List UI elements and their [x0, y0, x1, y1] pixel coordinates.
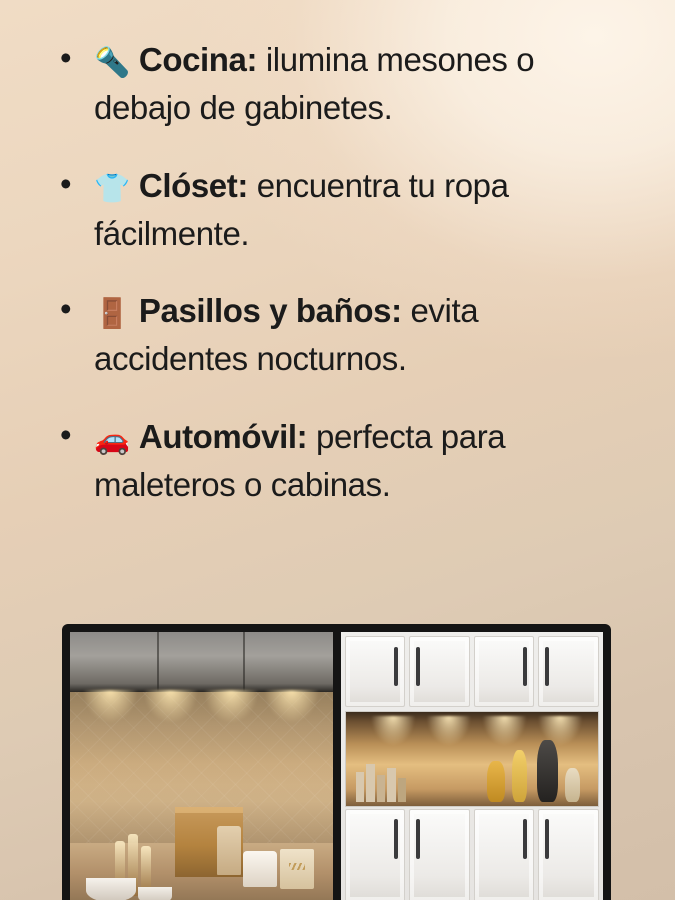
car-emoji: 🚗	[94, 423, 131, 456]
under-cabinet-light-glow	[75, 690, 327, 783]
white-bowl	[138, 887, 172, 900]
door-handle	[394, 647, 398, 686]
vase	[537, 740, 557, 801]
upper-cabinet-doors	[341, 632, 604, 711]
cabinet-door	[474, 636, 535, 707]
benefit-label: Pasillos y baños:	[138, 292, 402, 329]
benefit-label: Clóset:	[138, 166, 248, 204]
list-item	[60, 413, 629, 510]
vase	[512, 750, 527, 802]
photo-pane-kitchen	[70, 632, 333, 900]
open-shelf	[345, 711, 600, 806]
cabinet-door	[538, 636, 599, 707]
door-handle	[394, 819, 398, 859]
paper-bag	[280, 849, 314, 889]
benefit-label: Automóvil:	[138, 417, 308, 455]
door-handle	[416, 819, 420, 859]
lower-cabinet-doors	[341, 805, 604, 900]
list-item	[60, 287, 629, 384]
photo-pane-cabinet	[341, 632, 604, 900]
benefit-text: perfecta para maleteros o cabinas.	[94, 417, 506, 503]
bag-logo	[289, 863, 305, 870]
cutting-board	[217, 826, 241, 874]
benefit-label: Cocina:	[138, 41, 258, 78]
benefit-text: evita accidentes nocturnos.	[94, 292, 479, 378]
door-emoji: 🚪	[94, 298, 131, 330]
list-item	[60, 36, 629, 133]
cabinet-door	[409, 809, 470, 900]
cabinet-seam	[157, 632, 159, 692]
books	[356, 759, 407, 802]
cabinet-door	[474, 809, 535, 900]
benefit-text: encuentra tu ropa fácilmente.	[94, 166, 509, 252]
cabinet-door	[345, 636, 406, 707]
cabinet-seam	[243, 632, 245, 692]
door-handle	[523, 819, 527, 859]
cabinet-door	[409, 636, 470, 707]
vase	[565, 768, 580, 802]
vase	[487, 761, 505, 802]
benefit-text: ilumina mesones o debajo de gabinetes.	[94, 41, 535, 127]
white-jug	[243, 851, 277, 887]
kitchen-scene	[70, 632, 333, 900]
door-handle	[545, 819, 549, 859]
door-handle	[523, 647, 527, 686]
cabinet-door	[345, 809, 406, 900]
counter-items	[70, 785, 333, 900]
product-photo	[62, 624, 611, 900]
door-handle	[545, 647, 549, 686]
flashlight-emoji: 🔦	[94, 47, 131, 79]
cabinet-scene	[341, 632, 604, 900]
list-item	[60, 162, 629, 259]
door-handle	[416, 647, 420, 686]
tshirt-emoji: 👕	[94, 172, 131, 205]
white-bowl	[86, 878, 136, 900]
cabinet-door	[538, 809, 599, 900]
upper-cabinets	[70, 632, 333, 692]
